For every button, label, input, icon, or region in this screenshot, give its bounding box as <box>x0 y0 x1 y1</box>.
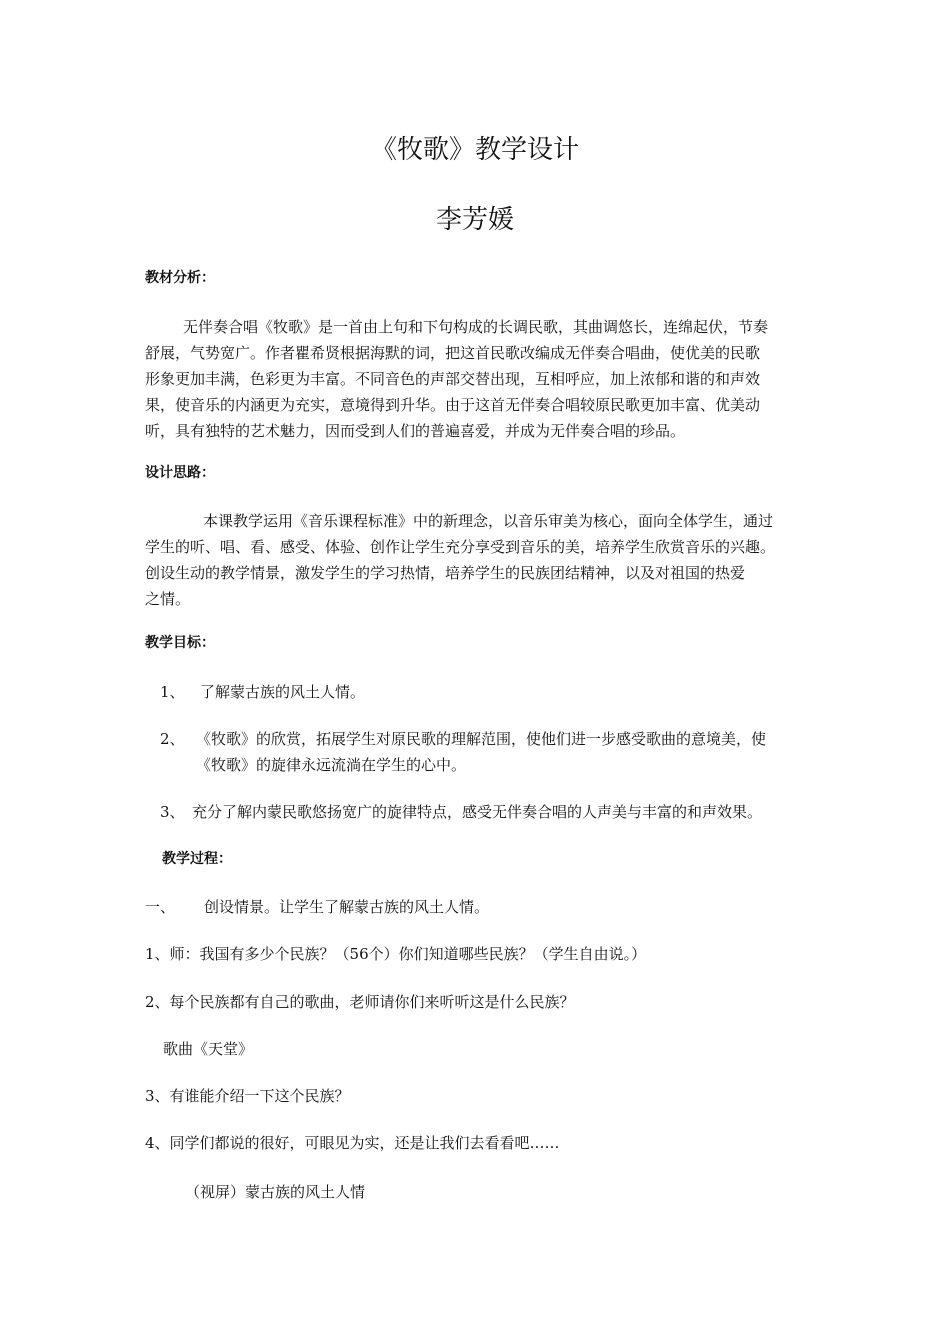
design-line: 学生的听、唱、看、感受、体验、创作让学生充分享受到音乐的美，培养学生欣赏音乐的兴趣。 <box>145 538 776 556</box>
process-heading: 教学过程： <box>162 851 232 867</box>
analysis-line: 舒展，气势宽广。作者瞿希贤根据海默的词，把这首民歌改编成无伴奏合唱曲，使优美的民歌 <box>145 344 761 362</box>
goal-text: 充分了解内蒙民歌悠扬宽广的旋律特点，感受无伴奏合唱的人声美与丰富的和声效果。 <box>192 803 763 821</box>
goal-number: 1、 <box>160 683 185 701</box>
goal-number: 3、 <box>160 803 185 821</box>
goal-text: 《牧歌》的欣赏，拓展学生对原民歌的理解范围，使他们进一步感受歌曲的意境美，使 <box>196 730 767 748</box>
design-line: 之情。 <box>145 590 191 608</box>
document-author: 李芳媛 <box>435 205 514 235</box>
process-question: 4、同学们都说的很好，可眼见为实，还是让我们去看看吧…… <box>145 1134 560 1152</box>
goal-number: 2、 <box>160 730 185 748</box>
goal-text-continued: 《牧歌》的旋律永远流淌在学生的心中。 <box>196 756 467 774</box>
process-step-text: 创设情景。让学生了解蒙古族的风土人情。 <box>204 898 490 916</box>
process-song: 歌曲《天堂》 <box>163 1040 254 1058</box>
analysis-line: 果，使音乐的内涵更为充实，意境得到升华。由于这首无伴奏合唱较原民歌更加丰富、优美动 <box>145 396 761 414</box>
design-line: 本课教学运用《音乐课程标准》中的新理念，以音乐审美为核心，面向全体学生，通过 <box>203 512 774 530</box>
process-question: 1、师：我国有多少个民族？（56个）你们知道哪些民族？（学生自由说。） <box>145 945 647 963</box>
process-step-number: 一、 <box>145 898 176 916</box>
design-line: 创设生动的教学情景，激发学生的学习热情，培养学生的民族团结精神，以及对祖国的热爱 <box>145 564 746 582</box>
process-question: 2、每个民族都有自己的歌曲，老师请你们来听听这是什么民族？ <box>145 993 575 1011</box>
process-question: 3、有谁能介绍一下这个民族？ <box>145 1087 350 1105</box>
analysis-paragraph <box>145 314 810 444</box>
design-heading: 设计思路： <box>145 465 215 481</box>
analysis-line: 听，具有独特的艺术魅力，因而受到人们的普遍喜爱，并成为无伴奏合唱的珍品。 <box>145 422 686 440</box>
design-paragraph <box>145 508 810 612</box>
goal-text: 了解蒙古族的风土人情。 <box>200 683 366 701</box>
analysis-line: 无伴奏合唱《牧歌》是一首由上句和下句构成的长调民歌，其曲调悠长，连绵起伏，节奏 <box>183 318 769 336</box>
document-title: 《牧歌》教学设计 <box>370 135 579 165</box>
analysis-heading: 教材分析： <box>145 270 215 286</box>
goals-heading: 教学目标： <box>145 635 215 651</box>
process-video: （视屏）蒙古族的风土人情 <box>185 1183 366 1201</box>
analysis-line: 形象更加丰满，色彩更为丰富。不同音色的声部交替出现，互相呼应，加上浓郁和谐的和声效 <box>145 370 761 388</box>
